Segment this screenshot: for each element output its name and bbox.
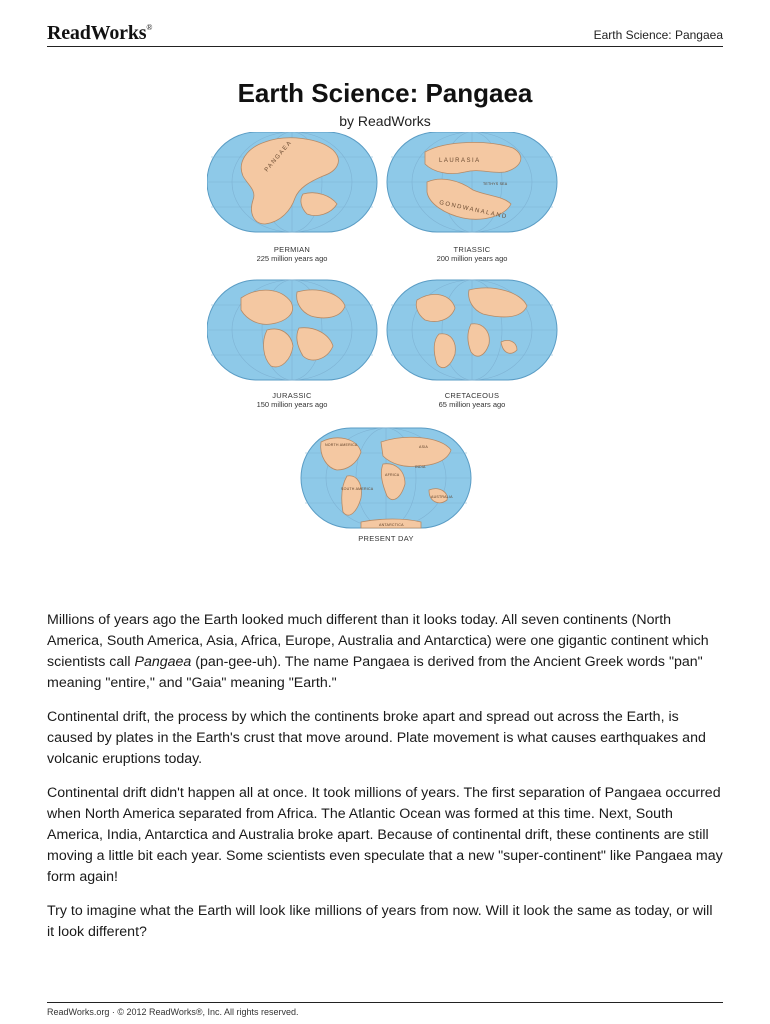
page-title: Earth Science: Pangaea xyxy=(237,78,533,108)
svg-text:LAURASIA: LAURASIA xyxy=(439,158,481,164)
svg-text:PANGAEA: PANGAEA xyxy=(263,139,294,174)
svg-text:NORTH AMERICA: NORTH AMERICA xyxy=(325,443,358,447)
svg-text:TETHYS SEA: TETHYS SEA xyxy=(483,182,508,186)
caption-cretaceous: CRETACEOUS 65 million years ago xyxy=(438,391,506,409)
readworks-logo: ReadWorks® xyxy=(47,22,153,44)
svg-text:AFRICA: AFRICA xyxy=(385,473,400,477)
continental-drift-figure xyxy=(207,132,567,544)
svg-text:AUSTRALIA: AUSTRALIA xyxy=(431,495,453,499)
byline: by ReadWorks xyxy=(339,113,431,129)
map-cretaceous xyxy=(387,280,557,380)
page-header xyxy=(47,20,723,47)
map-triassic xyxy=(387,132,557,232)
svg-text:INDIA: INDIA xyxy=(415,465,426,469)
map-permian xyxy=(207,132,377,232)
paragraph-4: Try to imagine what the Earth will look like millions of years from now. Will it look the same as today, or will it look different? xyxy=(47,903,713,940)
paragraph-3: Continental drift didn't happen all at once. It took millions of years. The first separation of Pangaea occurred when North America separated from Africa. The Atlantic Ocean was formed at this time. Next, South America, India, Antarctica and Australia broke apart. Because of continental drift, these continents are still moving a little bit each year. Some scientists even speculate that a new "super-continent" like Pangaea may form again! xyxy=(47,785,723,885)
map-jurassic xyxy=(207,280,377,380)
paragraph-1: Millions of years ago the Earth looked much different than it looks today. All seven continents (North America, South America, Asia, Africa, Europe, Australia and Antarctica) were one gigantic continent which scientists call Pangaea (pan-gee-uh). The name Pangaea is derived from the Ancient Greek words "pan" meaning "entire," and "Gaia" meaning "Earth." xyxy=(47,612,709,691)
maps-svg xyxy=(207,132,567,544)
svg-text:ANTARCTICA: ANTARCTICA xyxy=(379,523,404,527)
caption-present-day: PRESENT DAY xyxy=(358,534,414,543)
caption-triassic: TRIASSIC 200 million years ago xyxy=(436,245,508,263)
caption-permian: PERMIAN 225 million years ago xyxy=(256,245,328,263)
svg-text:ASIA: ASIA xyxy=(419,445,428,449)
svg-text:SOUTH AMERICA: SOUTH AMERICA xyxy=(341,487,374,491)
caption-jurassic: JURASSIC 150 million years ago xyxy=(256,391,328,409)
article-body xyxy=(47,610,723,956)
svg-text:GONDWANALAND: GONDWANALAND xyxy=(438,200,509,221)
header-doc-label: Earth Science: Pangaea xyxy=(593,28,723,42)
paragraph-2: Continental drift, the process by which the continents broke apart and spread out across the Earth, is caused by plates in the Earth's crust that move around. Plate movement is what causes earthquakes and volcanic eruptions today. xyxy=(47,709,706,767)
map-present-day xyxy=(301,428,471,528)
page-footer: ReadWorks.org · © 2012 ReadWorks®, Inc. All rights reserved. xyxy=(47,1002,723,1017)
